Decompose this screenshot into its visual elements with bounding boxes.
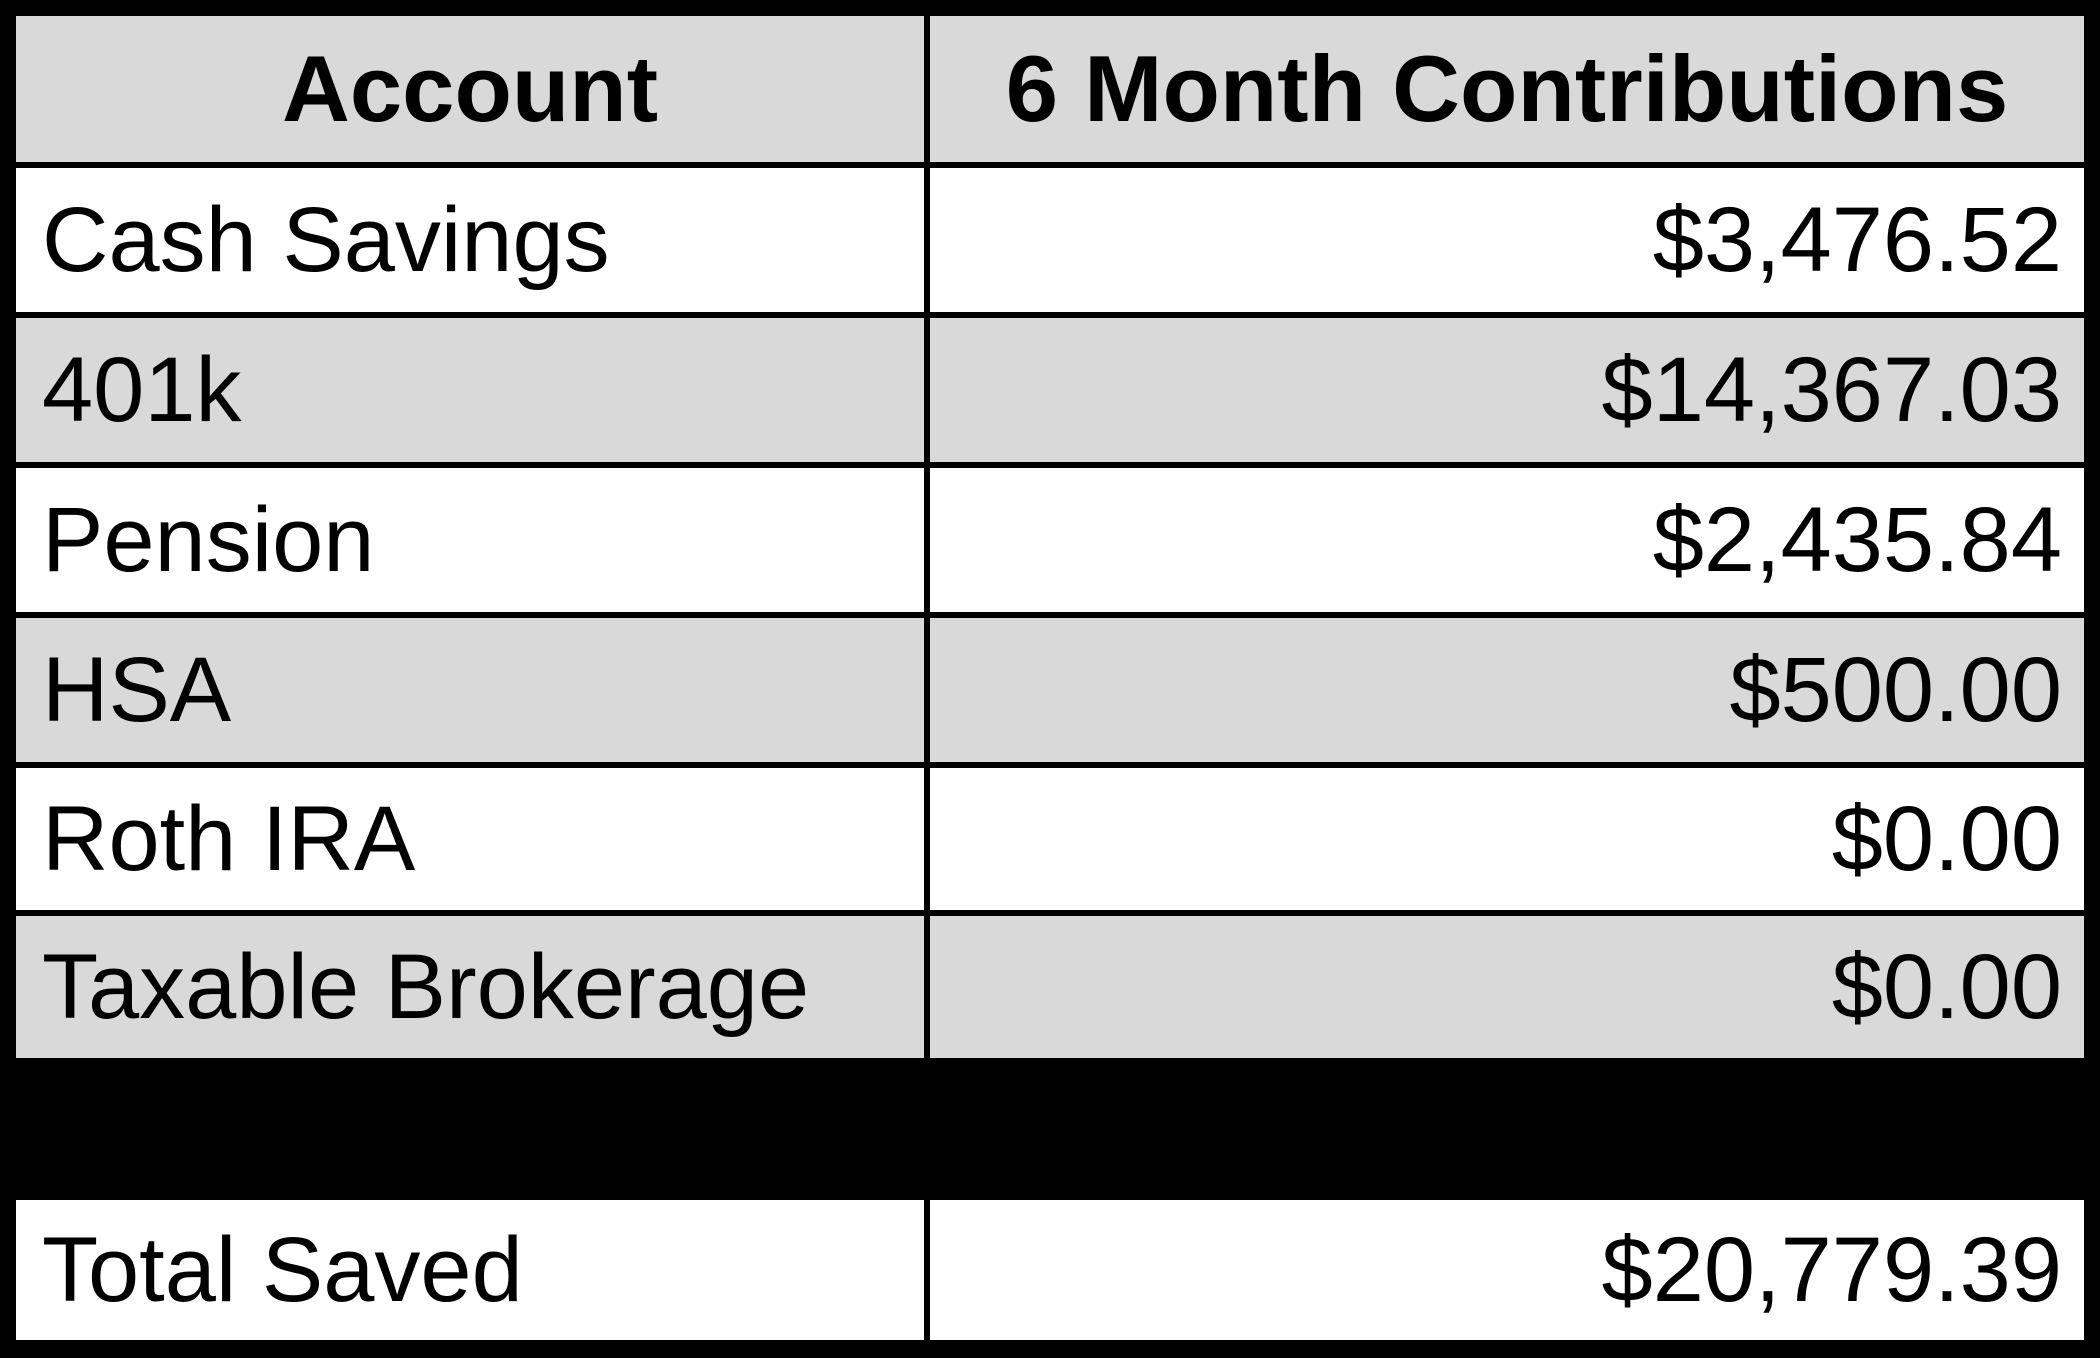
amount-cell: $0.00 [930,916,2084,1058]
amount-cell: $2,435.84 [930,468,2084,612]
total-amount: $20,779.39 [930,1200,2084,1340]
separator-band [0,1058,2100,1196]
account-cell: Roth IRA [16,768,924,910]
account-cell: Pension [16,468,924,612]
amount-cell: $14,367.03 [930,318,2084,462]
account-cell: HSA [16,618,924,762]
amount-cell: $0.00 [930,768,2084,910]
amount-cell: $3,476.52 [930,168,2084,312]
amount-cell: $500.00 [930,618,2084,762]
header-account: Account [16,16,924,162]
account-cell: Cash Savings [16,168,924,312]
total-label: Total Saved [16,1200,924,1340]
account-cell: Taxable Brokerage [16,916,924,1058]
account-cell: 401k [16,318,924,462]
header-contributions: 6 Month Contributions [930,16,2084,162]
